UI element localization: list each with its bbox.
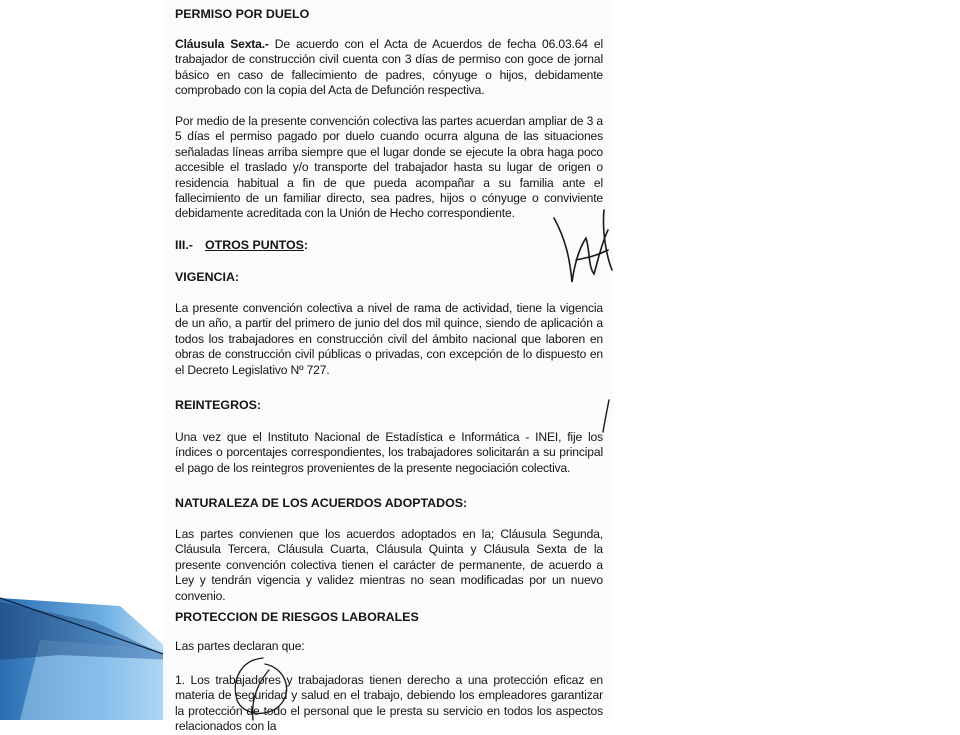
section-number: III.- [175,238,193,252]
proteccion-item-1: 1. Los trabajadores y trabajadoras tienen derecho a una protección eficaz en materia de seguridad y salud en el trabajo, debiendo los empleadores garantizar la protección de todo el personal que le presta su servicio en todos los aspectos relacionados con la [175,673,603,734]
clausula-sexta-label: Cláusula Sexta.- [175,37,269,51]
heading-proteccion-riesgos: PROTECCION DE RIESGOS LABORALES [175,610,419,624]
section-otros-puntos [175,238,603,253]
heading-permiso-por-duelo: PERMISO POR DUELO [175,7,310,21]
paragraph-ampliacion-permiso: Por medio de la presente convención colectiva las partes acuerdan ampliar de 3 a 5 días el permiso pagado por duelo cuando ocurra alguna de las situaciones señaladas líneas arriba siempre que el lugar donde se ejecute la obra haga poco accesible el traslado y/o transporte del trabajador hasta su lugar de origen o residencia habitual a fin de que pueda acompañar a su familia ante el fallecimiento de un familiar directo, sea padres, hijos o cónyuge o conviviente debidamente acreditada con la Unión de Hecho correspondiente. [175,114,603,221]
heading-naturaleza-acuerdos: NATURALEZA DE LOS ACUERDOS ADOPTADOS: [175,496,468,510]
paragraph-naturaleza-acuerdos: Las partes convienen que los acuerdos adoptados en la; Cláusula Segunda, Cláusula Tercera, Cláusula Cuarta, Cláusula Quinta y Cláusula Sexta de la presente convención colectiva tienen el carácter de permanente, de acuerdo a Ley y tendrán vigencia y validez mientras no sean modificadas por un nuevo convenio. [175,527,603,603]
proteccion-intro: Las partes declaran que: [175,639,305,653]
scanned-document-page [163,0,613,734]
paragraph-vigencia: La presente convención colectiva a nivel de rama de actividad, tiene la vigencia de un año, a partir del primero de junio del dos mil quince, siendo de aplicación a todos los trabajadores en construcción civil del ámbito nacional que laboren en obras de construcción civil públicas o privadas, con excepción de lo dispuesto en el Decreto Legislativo Nº 727. [175,301,603,377]
paragraph-reintegros: Una vez que el Instituto Nacional de Estadística e Informática - INEI, fije los índices o porcentajes correspondientes, los trabajadores solicitarán a su principal el pago de los reintegros provenientes de la presente negociación colectiva. [175,430,603,475]
heading-vigencia: VIGENCIA: [175,270,240,284]
section-colon: : [303,238,309,252]
clausula-sexta-text: De acuerdo con el Acta de Acuerdos de fecha 06.03.64 el trabajador de construcción civil cuenta con 3 días de permiso con goce de jornal básico en caso de fallecimiento de padres, cónyuge o hijos, debidamente comprobado con la copia del Acta de Defunción respectiva. [175,37,603,98]
section-title: OTROS PUNTOS [205,238,304,252]
paragraph-clausula-sexta [175,37,603,99]
heading-reintegros: REINTEGROS: [175,398,262,412]
